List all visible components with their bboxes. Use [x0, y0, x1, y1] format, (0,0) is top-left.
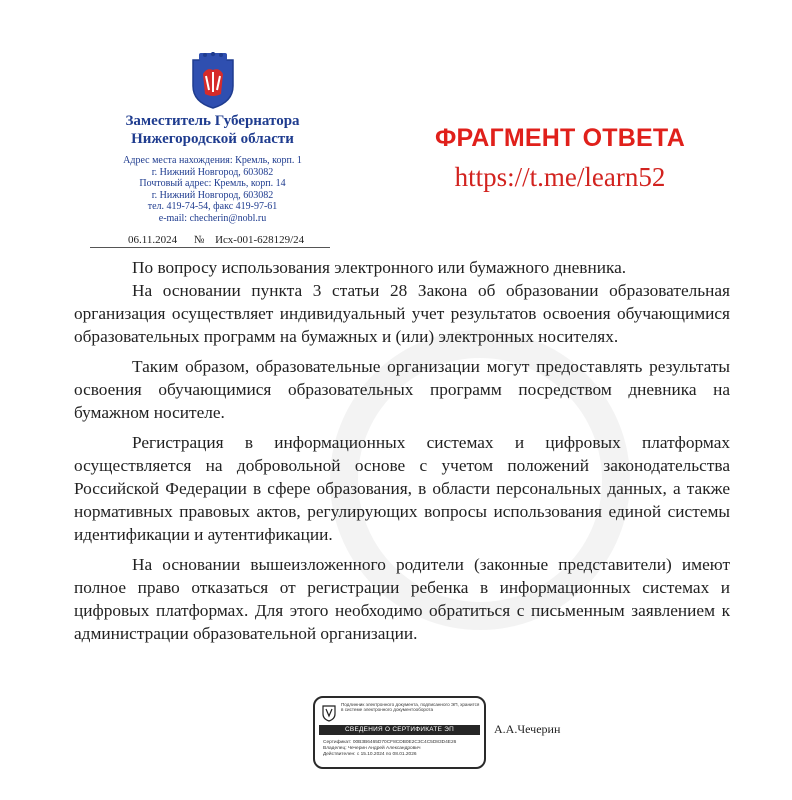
- subject-line: По вопросу использования электронного или бумажного дневника.: [132, 258, 627, 277]
- body-paragraph: Регистрация в информационных системах и цифровых платформах осуществляется на добровольной основе с учетом положений законодательства Российской Федерации в сфере образования, в области персональных данных, а также нормативных правовых актов, регулирующих вопросы использования единой системы идентификации и аутентификации.: [74, 433, 730, 544]
- body-paragraph: На основании вышеизложенного родители (законные представители) имеют полное право отказаться от регистрации ребенка в информационных системах и цифровых платформах. Для этого необходимо обратиться с письменным заявлением к администрации образовательной организации.: [74, 555, 730, 643]
- address-line: e-mail: checherin@nobl.ru: [158, 212, 267, 224]
- org-title-line1: Заместитель Губернатора: [125, 113, 300, 129]
- org-title: [100, 112, 325, 148]
- org-title-line2: Нижегородской области: [131, 131, 294, 147]
- letter-date: 06.11.2024: [128, 234, 178, 246]
- stamp-notice: Подлинник электронного документа, подписанного ЭП, хранится в системе электронного документооборота: [341, 702, 480, 713]
- certificate-number: Сертификат: 00B3B6465D70CF8CDB0E2C3C4C5D83D4E26: [323, 740, 457, 745]
- stamp-details: [323, 740, 479, 758]
- body-paragraph: На основании пункта 3 статьи 28 Закона об образовании образовательная организация осуществляет индивидуальный учет результатов освоения обучающимися образовательных программ на бумажных и (или) электронных носителях.: [74, 281, 730, 346]
- e-signature-stamp: [313, 696, 486, 769]
- letter-number: Исх-001-628129/24: [215, 234, 305, 246]
- emblem-icon: [321, 704, 337, 722]
- number-sign: №: [193, 234, 205, 246]
- org-address: [100, 155, 325, 224]
- signer-name: А.А.Чечерин: [494, 722, 561, 736]
- address-line: Адрес места нахождения: Кремль, корп. 1: [123, 155, 302, 166]
- registration-line: [90, 234, 330, 248]
- address-line: г. Нижний Новгород, 603082: [151, 189, 274, 201]
- certificate-validity: Действителен: с 15.10.2024 по 08.01.2026: [323, 752, 417, 757]
- address-line: г. Нижний Новгород, 603082: [151, 166, 274, 178]
- address-line: Почтовый адрес: Кремль, корп. 14: [139, 178, 286, 189]
- certificate-owner: Владелец: Чечерин Андрей Александрович: [323, 746, 421, 751]
- coat-of-arms-icon: [185, 52, 241, 110]
- letter-body: [74, 256, 730, 652]
- address-line: тел. 419-74-54, факс 419-97-61: [147, 201, 278, 212]
- body-paragraph: Таким образом, образовательные организации могут предоставлять результаты освоения обучающимися образовательных программ посредством дневника на бумажном носителе.: [74, 357, 730, 422]
- stamp-header: СВЕДЕНИЯ О СЕРТИФИКАТЕ ЭП: [319, 725, 480, 735]
- telegram-link[interactable]: https://t.me/learn52: [454, 162, 666, 192]
- fragment-title: ФРАГМЕНТ ОТВЕТА: [434, 124, 685, 152]
